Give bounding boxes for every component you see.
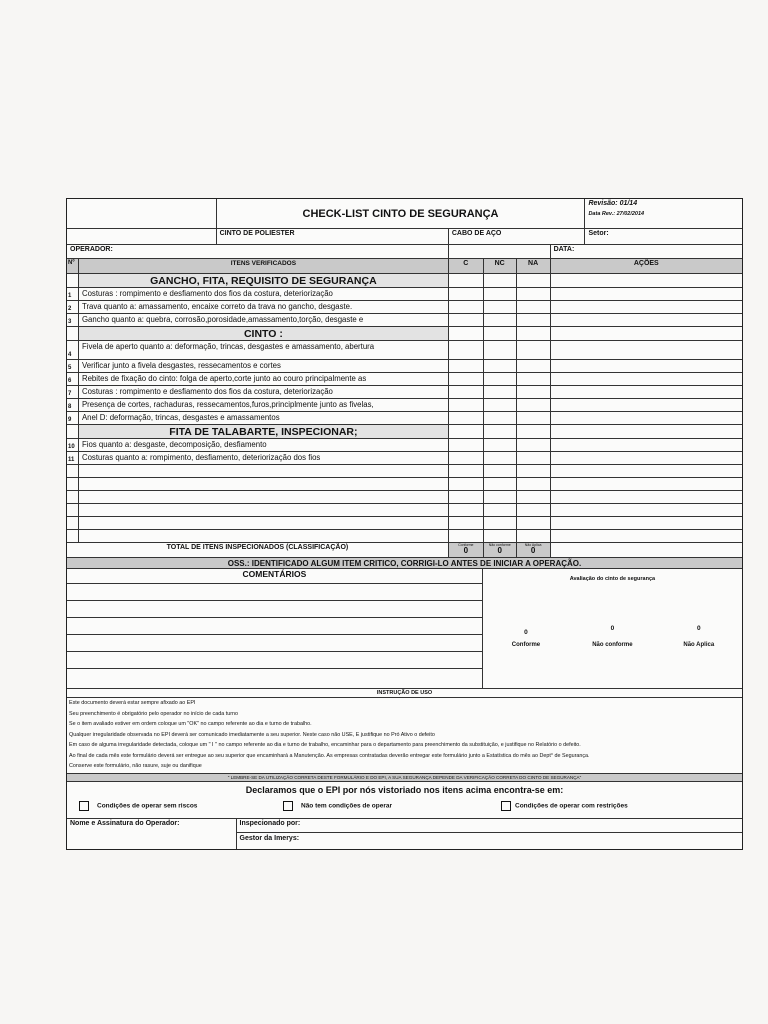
col-nc: NC	[484, 259, 517, 273]
option-sem-riscos[interactable]: Condições de operar sem riscos	[67, 801, 269, 811]
instruction-line: Em caso de alguma irregularidade detectada, coloque um " I " no campo referente ao dia e turno de trabalho, encaminhar para o departamento para preenchimento da substituição, e justifique no Relatório o defeito.	[69, 742, 581, 748]
item-acoes-cell[interactable]	[551, 288, 742, 300]
option-com-restricoes[interactable]: Condições de operar com restrições	[493, 801, 628, 811]
section-title: GANCHO, FITA, REQUISITO DE SEGURANÇA	[79, 274, 449, 287]
item-na-cell[interactable]	[517, 386, 551, 398]
checklist-item-row	[67, 360, 742, 373]
instrucao-title-row	[67, 689, 742, 698]
comment-line[interactable]	[67, 652, 482, 669]
item-c-cell[interactable]	[449, 412, 484, 424]
item-number: 9	[67, 412, 79, 424]
item-acoes-cell[interactable]	[551, 314, 742, 326]
item-text: Rebites de fixação do cinto: folga de aperto,corte junto ao couro principalmente as	[79, 373, 449, 385]
comment-line[interactable]	[67, 635, 482, 652]
item-na-cell[interactable]	[517, 373, 551, 385]
item-c-cell[interactable]	[449, 341, 484, 359]
item-acoes-cell[interactable]	[551, 341, 742, 359]
item-acoes-cell[interactable]	[551, 399, 742, 411]
totals-label: TOTAL DE ITENS INSPECIONADOS (CLASSIFICAÇÃO)	[67, 543, 449, 557]
item-c-cell[interactable]	[449, 360, 484, 372]
sections-container	[67, 274, 742, 465]
item-nc-cell[interactable]	[484, 341, 517, 359]
item-number: 11	[67, 452, 79, 464]
revision-block	[585, 199, 742, 228]
option-sem-condicoes[interactable]: Não tem condições de operar	[269, 801, 493, 811]
totals-row	[67, 543, 742, 558]
comment-line[interactable]	[67, 601, 482, 618]
item-acoes-cell[interactable]	[551, 360, 742, 372]
section-header	[67, 425, 742, 439]
cinto-poliester-label: CINTO DE POLIESTER	[217, 229, 449, 244]
total-c: Conforme 0	[449, 543, 484, 557]
logo-area	[67, 199, 217, 228]
col-acoes: AÇÕES	[633, 260, 659, 267]
item-number: 2	[67, 301, 79, 313]
inspecionado-field[interactable]: Inspecionado por:	[237, 819, 742, 833]
item-na-cell[interactable]	[517, 452, 551, 464]
setor-field[interactable]: Setor:	[588, 230, 609, 237]
empty-rows	[67, 465, 742, 543]
item-nc-cell[interactable]	[484, 314, 517, 326]
type-row	[67, 229, 742, 245]
lembre-row	[67, 774, 742, 782]
instruction-line: Este documento deverá estar sempre afixado ao EPI	[69, 700, 196, 706]
item-text: Fios quanto a: desgaste, decomposição, desfiamento	[79, 439, 449, 451]
empty-row	[67, 465, 742, 478]
item-text: Costuras : rompimento e desfiamento dos fios da costura, deteriorização	[79, 386, 449, 398]
item-nc-cell[interactable]	[484, 452, 517, 464]
item-na-cell[interactable]	[517, 360, 551, 372]
checkbox-com-restricoes[interactable]	[501, 801, 511, 811]
item-nc-cell[interactable]	[484, 399, 517, 411]
declaracao-title: Declaramos que o EPI por nós vistoriado nos itens acima encontra-se em:	[245, 785, 564, 795]
item-c-cell[interactable]	[449, 301, 484, 313]
item-acoes-cell[interactable]	[551, 452, 742, 464]
item-text: Costuras : rompimento e desfiamento dos fios da costura, deteriorização	[79, 288, 449, 300]
item-na-cell[interactable]	[517, 412, 551, 424]
section-header	[67, 327, 742, 341]
checkbox-sem-condicoes[interactable]	[283, 801, 293, 811]
comment-line[interactable]	[67, 618, 482, 635]
item-na-cell[interactable]	[517, 399, 551, 411]
instrucao-title: INSTRUÇÃO DE USO	[376, 690, 433, 696]
checklist-item-row	[67, 373, 742, 386]
empty-row	[67, 478, 742, 491]
declaracao-options	[67, 801, 742, 811]
item-text: Verificar junto a fivela desgastes, ressecamentos e cortes	[79, 360, 449, 372]
item-number: 3	[67, 314, 79, 326]
date-rev-text: Data Rev.: 27/02/2014	[588, 211, 645, 217]
item-number: 4	[67, 341, 79, 359]
instruction-line: Se o item avaliado estiver em ordem coloque um "OK" no campo referente ao dia e turno de trabalho.	[69, 721, 312, 727]
item-nc-cell[interactable]	[484, 386, 517, 398]
item-c-cell[interactable]	[449, 452, 484, 464]
item-c-cell[interactable]	[449, 439, 484, 451]
declaracao-section	[67, 785, 742, 819]
nao-conforme-label: Não conforme	[592, 642, 633, 648]
item-number: 8	[67, 399, 79, 411]
col-itens: ITENS VERIFICADOS	[79, 259, 449, 273]
section-header	[67, 274, 742, 288]
checklist-item-row	[67, 341, 742, 360]
item-number: 1	[67, 288, 79, 300]
item-na-cell[interactable]	[517, 314, 551, 326]
item-nc-cell[interactable]	[484, 412, 517, 424]
item-number: 10	[67, 439, 79, 451]
title-row	[67, 199, 742, 229]
comment-line[interactable]	[67, 584, 482, 601]
comments-section	[67, 569, 742, 689]
col-n: Nº	[67, 259, 79, 273]
empty-row	[67, 530, 742, 543]
checklist-item-row	[67, 399, 742, 412]
item-na-cell[interactable]	[517, 439, 551, 451]
empty-row	[67, 504, 742, 517]
comment-line[interactable]	[67, 669, 482, 686]
item-c-cell[interactable]	[449, 288, 484, 300]
item-number: 5	[67, 360, 79, 372]
col-c: C	[449, 259, 484, 273]
comments-title: COMENTÁRIOS	[67, 569, 482, 584]
checklist-form	[66, 198, 743, 850]
section-title: CINTO :	[79, 327, 449, 340]
nao-conforme-value: 0	[610, 625, 615, 632]
nao-aplica-value: 0	[696, 625, 701, 632]
instruction-line: Qualquer irregularidade observada no EPI deverá ser comunicado imediatamente a seu superior. Neste caso não USE, E justifique no Pró Ativo o defeito	[69, 731, 435, 738]
item-text: Trava quanto a: amassamento, encaixe correto da trava no gancho, desgaste.	[79, 301, 449, 313]
item-na-cell[interactable]	[517, 341, 551, 359]
item-c-cell[interactable]	[449, 373, 484, 385]
item-text: Fivela de aperto quanto a: deformação, trincas, desgastes e amassamento, abertura	[79, 341, 449, 359]
item-text: Costuras quanto a: rompimento, desfiamento, deteriorização dos fios	[79, 452, 449, 464]
total-nc: Não conforme 0	[484, 543, 517, 557]
signature-row	[67, 819, 742, 849]
item-number: 7	[67, 386, 79, 398]
item-text: Presença de cortes, rachaduras, ressecamentos,furos,principlmente junto as fivelas,	[79, 399, 449, 411]
operador-field[interactable]: OPERADOR:	[67, 245, 449, 258]
comments-box[interactable]	[67, 569, 483, 688]
item-text: Gancho quanto a: quebra, corrosão,porosidade,amassamento,torção, desgaste e	[79, 314, 449, 326]
item-nc-cell[interactable]	[484, 439, 517, 451]
evaluation-title: Avaliação do cinto de segurança	[569, 576, 656, 582]
nao-aplica-label: Não Aplica	[683, 642, 715, 648]
item-nc-cell[interactable]	[484, 360, 517, 372]
checklist-item-row	[67, 439, 742, 452]
item-acoes-cell[interactable]	[551, 412, 742, 424]
revision-text: Revisão: 01/14	[588, 200, 638, 207]
item-c-cell[interactable]	[449, 314, 484, 326]
evaluation-values	[483, 625, 742, 648]
item-nc-cell[interactable]	[484, 288, 517, 300]
item-na-cell[interactable]	[517, 288, 551, 300]
item-number: 6	[67, 373, 79, 385]
section-title: FITA DE TALABARTE, INSPECIONAR;	[79, 425, 449, 438]
item-acoes-cell[interactable]	[551, 301, 742, 313]
instruction-line: Ao final de cada mês este formulário deverá ser entregue ao seu superior que encaminhará a Manutenção. As empresas contratadas deverão entregar este formulário junto a Estatística do mês ao Dept° de Segurança.	[69, 752, 590, 759]
total-na: Não Aplica 0	[517, 543, 551, 557]
item-c-cell[interactable]	[449, 386, 484, 398]
conforme-label: Conforme	[511, 642, 541, 648]
checklist-item-row	[67, 314, 742, 327]
checklist-item-row	[67, 301, 742, 314]
item-nc-cell[interactable]	[484, 373, 517, 385]
lembre-text: " LEMBRE-SE DA UTILIZAÇÃO CORRETA DESTE FORMULÁRIO E DO EPI, A SUA SEGURANÇA DEPENDE DA VERIFICAÇÃO CORRETA DO CINTO DE SEGURANÇA"	[227, 775, 582, 780]
item-text: Anel D: deformação, trincas, desgastes e amassamentos	[79, 412, 449, 424]
form-title: CHECK-LIST CINTO DE SEGURANÇA	[217, 199, 586, 228]
obs-row	[67, 558, 742, 569]
column-header-row	[67, 259, 742, 274]
data-field[interactable]: DATA:	[553, 246, 575, 253]
conforme-value: 0	[524, 629, 528, 636]
instrucao-body	[67, 698, 742, 774]
item-acoes-cell[interactable]	[551, 386, 742, 398]
instruction-line: Seu preenchimento é obrigatório pelo operador no início de cada turno	[69, 710, 239, 717]
checkbox-sem-riscos[interactable]	[79, 801, 89, 811]
checklist-item-row	[67, 452, 742, 465]
obs-text: OSS.: IDENTIFICADO ALGUM ITEM CRITICO, CORRIGI-LO ANTES DE INICIAR A OPERAÇÃO.	[227, 559, 582, 568]
gestor-field[interactable]: Gestor da Imerys:	[239, 835, 300, 842]
item-c-cell[interactable]	[449, 399, 484, 411]
item-acoes-cell[interactable]	[551, 439, 742, 451]
checklist-item-row	[67, 412, 742, 425]
checklist-item-row	[67, 386, 742, 399]
item-nc-cell[interactable]	[484, 301, 517, 313]
operador-signature[interactable]: Nome e Assinatura do Operador:	[67, 819, 237, 849]
item-acoes-cell[interactable]	[551, 373, 742, 385]
cabo-aco-label: CABO DE AÇO	[449, 229, 586, 244]
operador-row	[67, 245, 742, 259]
col-na: NA	[517, 259, 551, 273]
evaluation-box	[483, 569, 742, 688]
empty-row	[67, 517, 742, 530]
item-na-cell[interactable]	[517, 301, 551, 313]
instruction-line: Conserve este formulário, não rasure, suje ou danifique	[69, 763, 202, 769]
empty-row	[67, 491, 742, 504]
checklist-item-row	[67, 288, 742, 301]
